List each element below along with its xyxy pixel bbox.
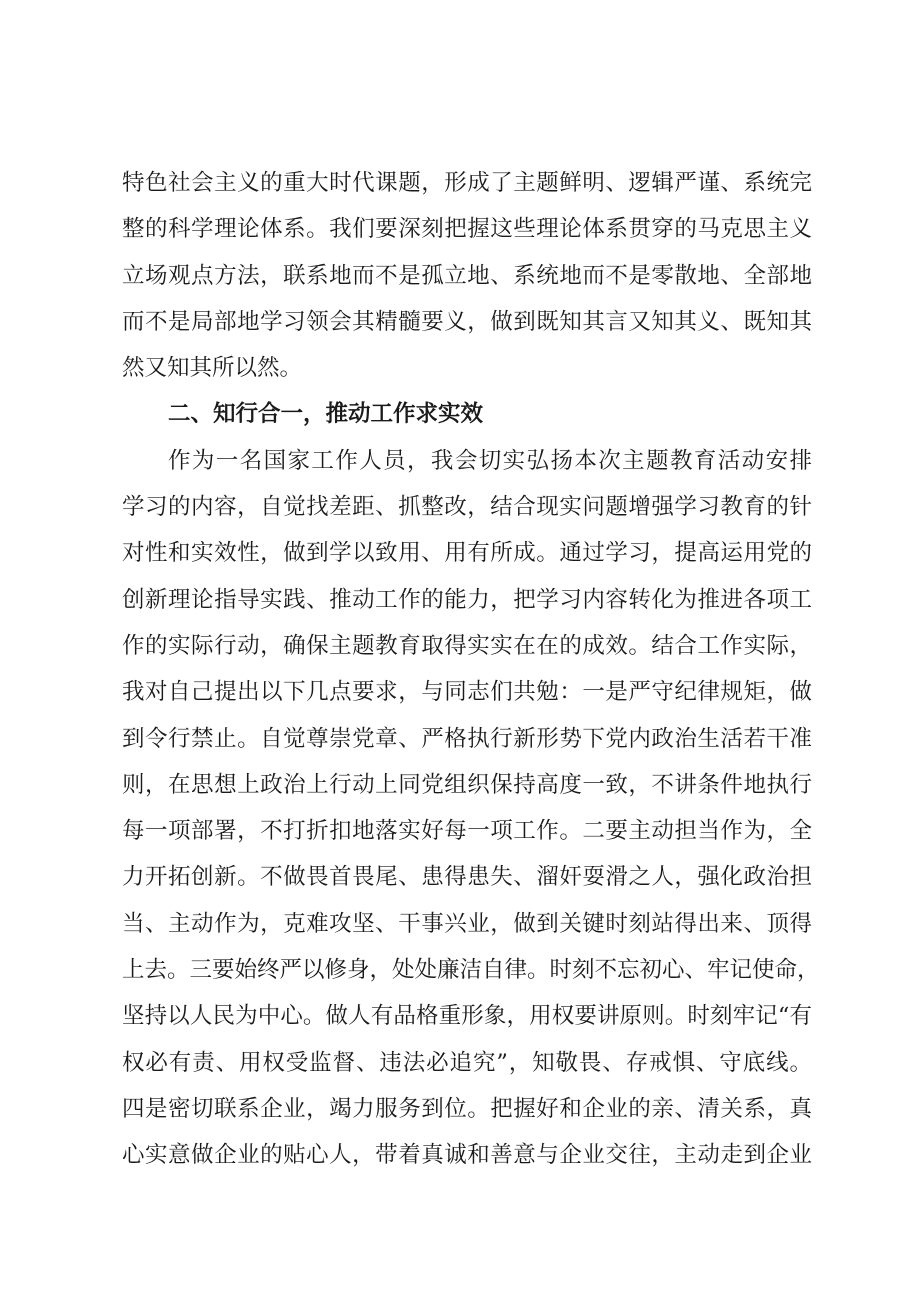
text-line: 学习的内容，自觉找差距、抓整改，结合现实问题增强学习教育的针 bbox=[122, 494, 812, 521]
text-line: 心实意做企业的贴心人，带着真诚和善意与企业交往，主动走到企业 bbox=[122, 1142, 812, 1169]
text-line: 整的科学理论体系。我们要深刻把握这些理论体系贯穿的马克思主义 bbox=[122, 216, 812, 243]
text-line: 四是密切联系企业，竭力服务到位。把握好和企业的亲、清关系，真 bbox=[122, 1095, 812, 1122]
text-line: 而不是局部地学习领会其精髓要义，做到既知其言又知其义、既知其 bbox=[122, 308, 812, 335]
document-body bbox=[122, 160, 820, 1179]
paragraph-1 bbox=[122, 160, 812, 391]
text-line: 特色社会主义的重大时代课题，形成了主题鲜明、逻辑严谨、系统完 bbox=[122, 170, 812, 196]
text-line: 到令行禁止。自觉尊崇党章、严格执行新形势下党内政治生活若干准 bbox=[122, 725, 812, 752]
text-line: 对性和实效性，做到学以致用、用有所成。通过学习，提高运用党的 bbox=[122, 540, 812, 567]
text-line: 则，在思想上政治上行动上同党组织保持高度一致，不讲条件地执行 bbox=[122, 771, 812, 798]
text-line: 权必有责、用权受监督、违法必追究”，知敬畏、存戒惧、守底线。 bbox=[122, 1049, 812, 1076]
text-line: 上去。三要始终严以修身，处处廉洁自律。时刻不忘初心、牢记使命， bbox=[122, 957, 820, 984]
text-line: 立场观点方法，联系地而不是孤立地、系统地而不是零散地、全部地 bbox=[122, 262, 812, 289]
section-heading: 二、知行合一，推动工作求实效 bbox=[168, 401, 484, 428]
text-line: 坚持以人民为中心。做人有品格重形象，用权要讲原则。时刻牢记“有 bbox=[122, 1003, 812, 1030]
text-line: 每一项部署，不打折扣地落实好每一项工作。二要主动担当作为，全 bbox=[122, 818, 812, 845]
text-line: 力开拓创新。不做畏首畏尾、患得患失、溜奸耍滑之人，强化政治担 bbox=[122, 864, 812, 891]
text-line: 作为一名国家工作人员，我会切实弘扬本次主题教育活动安排 bbox=[168, 447, 812, 474]
text-line: 我对自己提出以下几点要求，与同志们共勉：一是严守纪律规矩，做 bbox=[122, 679, 812, 706]
paragraph-2 bbox=[122, 438, 820, 1179]
text-line: 当、主动作为，克难攻坚、干事兴业，做到关键时刻站得出来、顶得 bbox=[122, 910, 812, 937]
text-line: 然又知其所以然。 bbox=[122, 355, 303, 382]
text-line: 创新理论指导实践、推动工作的能力，把学习内容转化为推进各项工 bbox=[122, 586, 812, 613]
text-line: 作的实际行动，确保主题教育取得实实在在的成效。结合工作实际， bbox=[122, 632, 812, 659]
